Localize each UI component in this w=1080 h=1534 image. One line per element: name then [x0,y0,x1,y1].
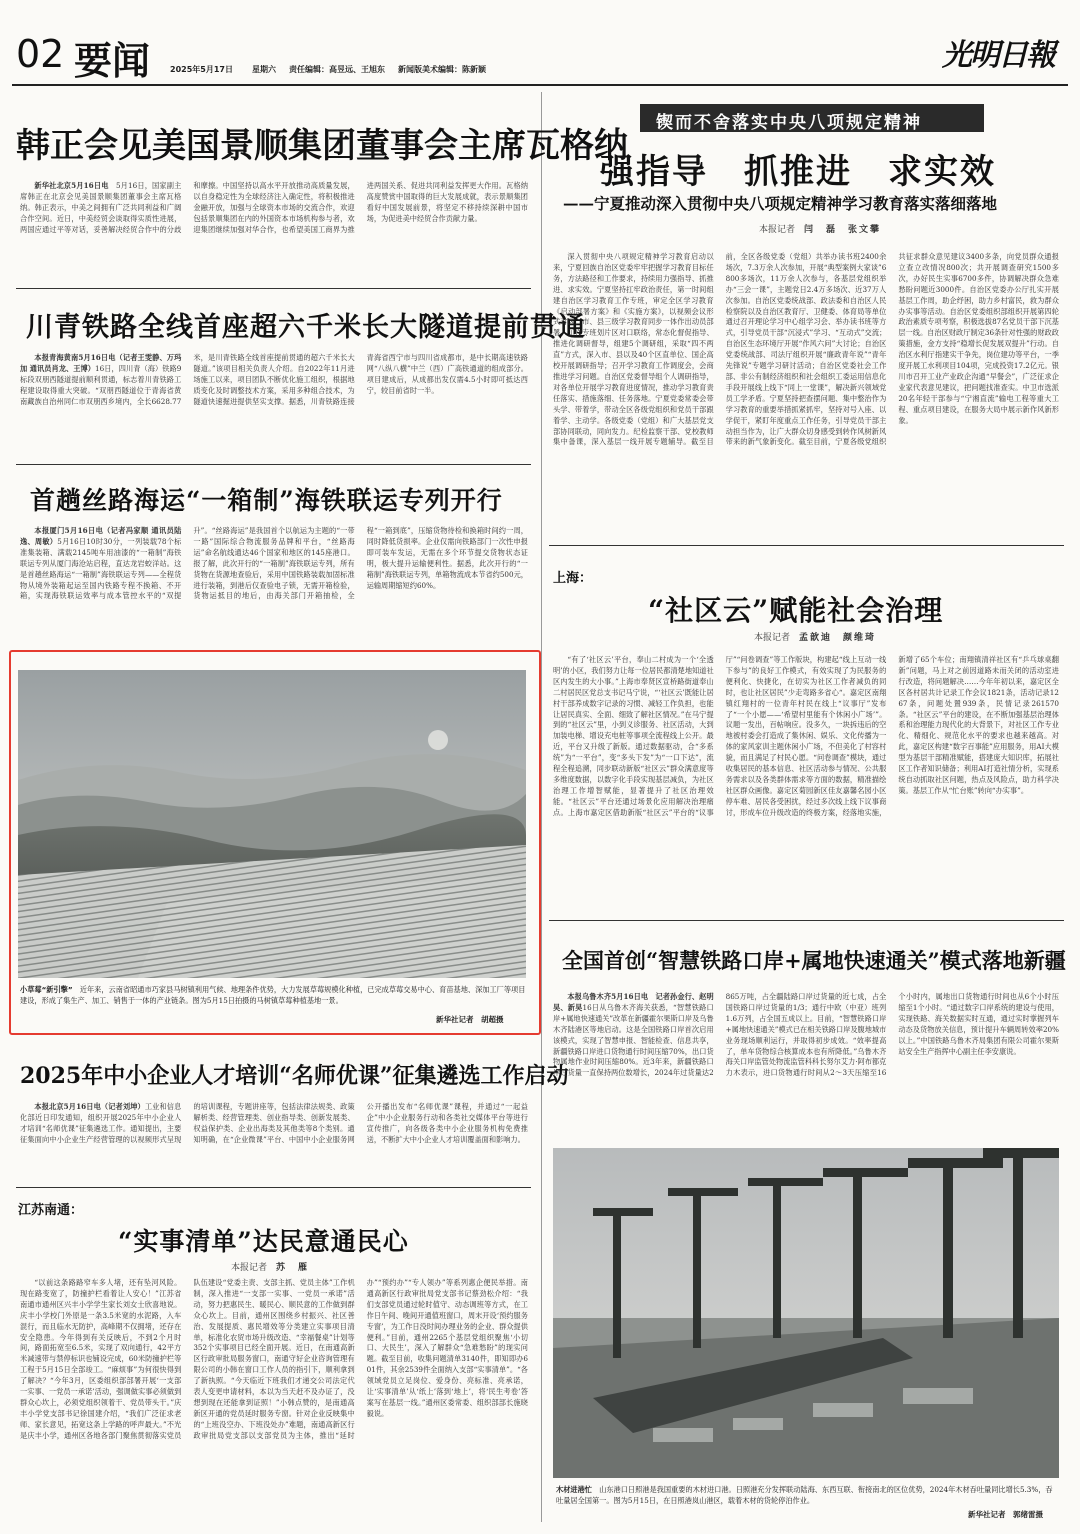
article-text: 16日从乌鲁木齐海关获悉，“智慧铁路口岸+属地快速通关”改革在新疆霍尔果斯口岸及乌鲁木齐陆港区等地启动。这是全国铁路口岸首次启用该模式，实现了智慧申报、智能检查、信息共享，新疆铁路口岸进口货物通行时间压缩70%，出口货物属地作业时间压缩80%。近3年来，新疆铁路口岸过货量一直保持两位数增长，2024年过货量达2865万吨，占全疆陆路口岸过货量的近七成，占全国铁路口岸过货量的1/3；通行中欧（中亚）班列1.6万列，占全国五成以上。目前，“智慧铁路口岸+属地快速通关”模式已在相关铁路口岸及腹地城市业务现场顺利运行，并取得初步成效。“效率提高了，单车货物综合核算成本也有所降低。”乌鲁木齐海关口岸监管处物流监管科科长努尔艾力·阿布都克力木表示，进口货物通行时间从2～3天压缩至16个小时内，属地出口货物通行时间也从6个小时压缩至1个小时。“通过数字口岸系统的建设与使用，实现铁路、海关数据实时互通，通过实时掌握列车动态及货物放关信息，预计提升车辆周转效率20%以上。”中国铁路乌鲁木齐局集团有限公司霍尔果斯站安全生产指挥中心副主任李安康说。 [553,992,1059,1078]
dateline: 新华社北京5月16日电 [34,181,109,190]
harbor-image [553,1148,1059,1478]
byline-ningxia [700,222,940,235]
article-text: 5月16日10时30分，一列装载78个标准集装箱、满载2145吨车用油漆的“一箱制”海铁联运专列从厦门海沧站启程，直达龙岩蛟洋站。这是首趟丝路海运“一箱制”海铁联运专列——全程货物从境外装箱起运至国内铁路专程不换箱、不开箱，实现海铁联运效率与成本管控水平的“双提升”。“丝路海运”是我国首个以航运为主题的“一带一路”国际综合物流服务品牌和平台，“丝路海运”命名航线通达46个国家和地区的145座港口。报了解，此次开行的“一箱制”海铁联运专列，所有货物在货源地查验后，采用中国铁路装载加固标准进行装箱，到港后仅查验电子锁，无需开箱检验，货物运抵目的地后，由海关部门开箱抽检，全程“一箱到底”，压缩货物待检和换箱时间约一周，同时降低货损率。企业仅需向铁路部门一次性申报即可装车发运，无需在多个环节提交货物状态证明，极大提升运输便利性。据悉，此次开行的“一箱制”海铁联运专列，单箱物流成本节省约500元，运输周期缩短约60%。 [20,526,528,601]
region-label-nantong: 江苏南通： [18,1203,84,1218]
photo2-title: 木材进港忙 [556,1485,592,1494]
article-text: “以前这条路路窄车多人堵，还有坠河风险。现在路变宽了，防撞护栏看着让人安心！”江苏省南通市通州区兴丰小学学生家长刘女士欣喜地说。庆丰小学校门外原是一条3.5米宽的水泥路，入车混行，而且临水无防护，高峰期不仅拥堵，还存在安全隐患。今年得到有关反映后，不到2个月时间，路面拓宽至6.5米，实现了双向通行，42平方米减速带与禁停标识也铺设完成，60米防撞护栏等工程于5月15日全部竣工。“麻烦事”为何很快得到了解决？“今年3月，区委组织部部署开展‘一支部一实事、一党员一承诺’活动，强调做实事必须做到群众心坎上，必须党组织领着干、党员带头干。”庆丰小学党支部书记徐国建介绍，“我们广泛征求老师、家长意见，拓宽这条上学路的呼声最大。”不光是庆丰小学，通州区各地各部门聚焦贯彻落实党员队伍建设“党委主责、支部主抓、党员主体”工作机制，深入推进“一支部一实事、一党员一承诺”活动，努力把惠民生、暖民心、顺民意的工作做到群众心坎上。目前，通州区围绕乡村振兴、社区善治、发展提质、惠民增效等分类建立实事项目清单，标准化农贸市场升级改造、“幸福餐桌”计划等352个实事项目已经全面开展。近日，在南通高新区行政审批局服务窗口，南通守好企业咨询管理有限公司的小韩在窗口工作人员的指引下，顺利拿到了新执照。“今天临近下班我们才递交公司法定代表人变更申请材料，本以为当天赶不及办证了，没想到现在还能拿到证照！”小韩点赞的，是南通高新区开通的党员延时服务专窗。针对企业反映集中的“上班没空办、下班没处办”难题，南通高新区行政审批局党支部以支部党员为主体，推出“延时办”“预约办”“专人领办”等系列惠企便民举措。南通高新区行政审批局党支部书记蔡劲松介绍：“我们支部党员通过轮时值守、动态调班等方式，在工作日午间、晚间开通值班窗口，周末开设‘预约服务专窗’，为工作日没时间办理业务的企业、群众提供便利。”目前，通州2265个基层党组织聚焦‘小切口、大民生’，深入了解群众“急难愁盼”的现实问题。截至目前，收集问题清单3140件，即知即办601件，其余2539件全面纳入支部“实事清单”。“各领域党员立足岗位、爱身份、亮标准、亮承诺，让‘实事清单’从‘纸上’落到‘地上’，将‘民生考卷’答案写在基层一线。”通州区委常委、组织部部长施晓毅说。 [20,1278,528,1440]
article-shishi-body [20,1278,528,1522]
article-shequyun-body [553,655,1059,907]
article-mingshi-body [20,1102,528,1172]
photo2-caption [556,1485,1056,1506]
banner-text: 锲而不舍落实中央八项规定精神 [656,113,922,133]
art-editor: 新闻版美术编辑：陈新颖 [398,65,486,74]
photo1-caption [20,985,526,1006]
strawberry-base-photo [18,670,526,978]
article-text: 工业和信息化部近日印发通知，组织开展2025年中小企业人才培训“名师优课”征集遴选工作。通知提出，主要征集面向中小企业生产经营管理的以视频形式呈现的培训课程，专题讲座等，包括法律法规类、政策解析类、经营管理类、创业指导类、创新发展类、权益保护类、企业出海类及其他类等8个类别。通知明确，在“企业微课”平台、中国中小企业服务网公开播出发布“名师优课”课程，并通过“一起益企”中小企业服务行动和各类社交媒体平台等进行宣传推广，向各级各类中小企业服务机构免费推送，不断扩大中小企业人才培训覆盖面和影响力。 [20,1102,528,1144]
divider [549,920,1064,921]
masthead [0,0,1080,92]
dateline: 本报北京5月16日电（记者刘坤） [34,1102,145,1111]
landscape-image [18,670,526,978]
byline-prefix: 本报记者 [758,225,795,235]
photo1-title: 小草莓“新引擎” [20,985,73,994]
divider [16,1187,531,1188]
article-hanzheng-body [20,181,528,277]
divider [549,545,1064,546]
subheadline-ningxia: ——宁夏推动深入贯彻中央八项规定精神学习教育落实落细落地 [563,194,998,213]
headline-shishi: “实事清单”达民意通民心 [118,1227,409,1256]
port-photo [553,1148,1059,1478]
headline-hanzheng: 韩正会见美国景顺集团董事会主席瓦格纳 [16,126,628,166]
article-sihaiyun-body [20,526,528,638]
photo2-credit: 新华社记者 郭绪雷摄 [968,1510,1043,1519]
divider [16,464,531,465]
dateline: 本报厦门5月16日电（记者冯家顺 通讯员陆逸、周敏） [20,526,182,546]
byline-names: 闫 磊 张文攀 [804,225,882,235]
article-chuanqing-body [20,353,528,453]
headline-xinjiang: 全国首创“智慧铁路口岸+属地快速通关”模式落地新疆 [562,948,1066,973]
section-name: 要闻 [74,38,151,83]
page-number: 02 [16,32,65,76]
headline-sihaiyun: 首趟丝路海运“一箱制”海铁联运专列开行 [30,486,503,515]
region-label-shanghai: 上海： [553,571,593,586]
headline-chuanqing: 川青铁路全线首座超六千米长大隧道提前贯通 [26,312,586,343]
photo1-caption-text: 近年来，云南省昭通市巧家县马树镇利用气候、地理条件优势，大力发展草莓规模化种植，已完成草莓交易中心、育苗基地、深加工厂等项目建设，形成了集生产、加工、销售于一体的产业链条。图为5月15日拍摄的马树镇草莓种植基地一景。 [20,985,526,1005]
dateline: 本报青海黄南5月16日电（记者王雯静、万玛加 通讯员肖龙、王博） [20,353,182,373]
issue-weekday: 星期六 [252,65,276,74]
byline-names: 苏 雁 [276,1263,310,1273]
byline-prefix: 本报记者 [230,1263,267,1273]
masthead-rule [12,84,1068,86]
byline-prefix: 本报记者 [753,633,790,643]
responsible-editors: 责任编辑：高昱远、王旭东 [289,65,385,74]
article-text: “有了‘社区云’平台，奉山二村成为一个‘全透明’的小区，我们努力让每一位居民都清楚地知道社区内发生的大小事。”上海市奉贤区宣桥路街道奉山二村居民区党总支书记马宁说，“‘社区云’既能让居村干部养成数字记录的习惯、减轻工作负担，也能让居民真实、全面、细致了解社区情况。”在马宁提到的“社区云”里，小到义诊服务、社区活动，大到加装电梯、增设充电桩等事项全流程线上公开。最近，平台又升级了新版。通过数据驱动，合“多系统”为“一平台”，变“多头下发”为“一口下达”，流程全程追溯，同步联动新版“社区云”群众满意度等多维度数据，以数字化手段实现基层减负，为社区治理工作增智赋能，显著提升了社区治理效能。“社区云”平台还通过场景化应用解决治理痛点。上海市嘉定区借助新版“社区云”平台的“议事厅”“问卷调查”等工作版块，构建起“线上互动一线下参与”的良好工作模式，有效实现了为民服务的便利化、快捷化，在切实为社区工作者减负的同时，也让社区居民”少走弯路多省心“。嘉定区南翔镇红翔村的一位青年村民在线上“议事厅”发布了“一个小愿——‘希望村里能有个休闲小广场’”。议题一发出，百帖响应。没多久，一块拆违后的空地被村委会打造成了集休闲、娱乐、文化传播为一体的家风家训主题休闲小广场，不但美化了村容村貌，而且满足了村民心愿。“问卷调查”模块，通过收集居民的基本信息、社区活动参与情况、公共服务需求以及各类群体需求等方面的数据，精准描绘社区群众画像。嘉定区菊园新区佳友嘉馨名园小区停车难、居民各受困扰，经过多次线上线下议事商讨，形成车位升级改造的终极方案，经落地实施，新增了65个车位；南翔镇清祥社区有“乒乓球桌翻新”问题，马上对之前因道路未而关闭的活动室进行改造，将问题解决……今年年初以来，嘉定区全区各村居共计记录工作会议1821条，活动记录1267条，问题处置939条，民情记录261570条。“社区云”平台的建设，在不断加强基层治理体系和治理能力现代化的大背景下，对社区工作专业化、精细化、规范化水平的要求也越来越高。对此，嘉定区构建“数字百事能”应用服务，用AI大模型为基层干部精准赋能，搭建庞大知识库，拓展社区工作者知识储备；利用AI打造社情分析，实现系统自动抓取社区问题，热点及风险点，助力科学决策。基层工作从“忙台账”转向“办实事”。 [553,655,1059,817]
article-ningxia-body [553,252,1059,534]
photo1-credit: 新华社记者 胡超摄 [436,1015,504,1024]
byline-shanghai [710,630,920,643]
divider [16,288,531,289]
byline-names: 孟歆迪 颜维琦 [799,633,877,643]
special-banner [640,104,984,132]
article-xinjiang-body [553,992,1059,1132]
article-text: 5月16日，国家副主席韩正在北京会见美国景顺集团董事会主席瓦格纳。韩正表示，中美之间拥有广泛共同利益和广阔合作空间。近日，中美经贸会谈取得实质性进展，两国应通过平等对话，妥善解决经贸合作中的分歧和摩擦。中国坚持以高水平开放推动高质量发展，以自身稳定性为全球经济注入确定性，将积极推进金融开放，加强与全球资本市场的交流合作，欢迎包括景顺集团在内的外国资本市场机构参与者，欢迎集团继续加强对华合作，也希望美国工商界为推进两国关系、促进共同利益发挥更大作用。瓦格纳高度赞赏中国取得的巨大发展成就，表示景顺集团看好中国发展前景，将坚定不移持续深耕中国市场，为促进美中经贸合作贡献力量。 [20,181,528,234]
article-text: 16日，四川青（海）铁路9标段双朋西隧道提前顺利贯通，标志着川青铁路工程建设取得重大突破。“双朋西隧道位于青海省黄南藏族自治州同仁市双朋西乡境内，全长6628.77米，是川青铁路全线首座提前贯通的超六千米长大隧道。”该项目相关负责人介绍。自2022年11月进场施工以来，项目团队不断优化施工组织，根据地质变化及时调整技术方案，采用多种组合技术，为隧道快速掘进提供坚实支撑。据悉，川青铁路连接青海省西宁市与四川省成都市，是中长期高速铁路网“八纵八横”中兰（西）广高铁通道的组成部分。项目建成后，从成都出发仅需4.5小时即可抵达西宁，较目前省时一半。 [20,353,528,406]
article-text: 深入贯彻中央八项规定精神学习教育启动以来，宁夏回族自治区党委牢牢把握学习教育目标任务，方法路径和工作要求，持续用力强指导、抓推进、求实效。宁夏坚持扛牢政治责任，第一时间组建自治区学习教育工作专班，审定全区学习教育《启动部署方案》和《实施方案》，以视频会议形式对区、市、县三级学习教育同步一体作出动员部署。工作专班划片区对口联络，常态化督促指导、推进化调研督导，组建5个调研组，采取“四不两直”方式，深入市、县以及40个区直单位、国企高校开展调研指导；召开学习教育工作调度会，会商推进学习问题。自治区党委督导组个人调研指导，对各单位开展学习教育进度情况，推动学习教育责任落实、措施落细、任务落地。宁夏党委常委会带头学、带着学，带动全区各级党组织和党员干部跟着学、主动学。各级党委（党组）和广大基层党支部协同联动，同向发力。纪检监察干部、党校教师集中备课，深入基层一线开展专题辅导。截至目前，全区各级党委（党组）共举办读书班2400余场次，7.3万余人次参加，开展“典型案例大家谈”6800多场次，11万余人次参与，各基层党组织举办“三会一课”，主题党日2.4万多场次、近37万人次参加。自治区党委统战部、政法委和自治区人民检察院以及自治区教育厅、卫健委、体育局等单位通过召开理论学习中心组学习会、举办读书班等方式，引导党员干部“沉浸式”学习、“互动式”交流；自治区生态环境厅开展“作风六问”大讨论；自治区党委统战部、司法厅组织开展“廉政青年说”“青年先锋说”专题学习研讨活动；自治区党委社会工作部、非公有制经济组织和社会组织工委运用信息化手段开展线上线下“同上一堂课”，解决新兴领域党员工学矛盾。宁夏坚持把查摆问题、集中整治作为学习教育的重要举措抓紧抓牢，坚持对号入座、以学促干，紧盯年度重点工作任务，引导党员干部主动担当作为，让广大群众切身感受到转作风树新风带来的新气象新变化。截至目前，宁夏各级党组织共征求群众意见建议3400多条，向党员群众通报立查立改情况800次；共开展调查研究1500多次，办好民生实事6700多件，协调解决群众急难愁盼问题近3000件。自治区党委办公厅扎实开展基层工作周，助企纾困，助力乡村富民，救为群众办实事等活动。自治区党委组织部组织开展第四轮政治素质专项考察，积极选拔87名党员干部下沉基层一线。自治区财政厅制定36条针对性强的财政政策措施，金方支持“稳增长促发展双提升”行动。自治区水利厅指建实干争先，岗位建功等平台，一季度开展工水利项目104项，完成投资17.2亿元。银川市召开工业产业政企沟通“早餐会”，广泛征求企业家代表意见建议，把问题找准查实。中卫市选派20名年轻干部参与“宁湘直流”输电工程等重大工程、重点项目建设，在服务大局中展示新作风新形象。 [553,252,1059,447]
byline-nantong [180,1260,360,1273]
headline-shequyun: “社区云”赋能社会治理 [648,594,944,627]
headline-mingshi: 2025年中小企业人才培训“名师优课”征集遴选工作启动 [20,1063,569,1089]
issue-date: 2025年5月17日 [170,65,233,74]
newspaper-logo: 光明日報 [942,38,1054,73]
photo2-caption-text: 山东港口日照港是我国重要的木材进口港。日照港充分发挥联动陆海、东西互联、衔接南北的区位优势，2024年木材吞吐量同比增长5.3%，吞吐量居全国第一。图为5月15日，在日照港岚山港区，载着木材的货轮停泊作业。 [556,1485,1053,1505]
dateline: 本报乌鲁木齐5月16日电 记者孙金行、赵明昊、新昊 [553,992,714,1012]
headline-ningxia: 强指导 抓推进 求实效 [600,152,996,192]
